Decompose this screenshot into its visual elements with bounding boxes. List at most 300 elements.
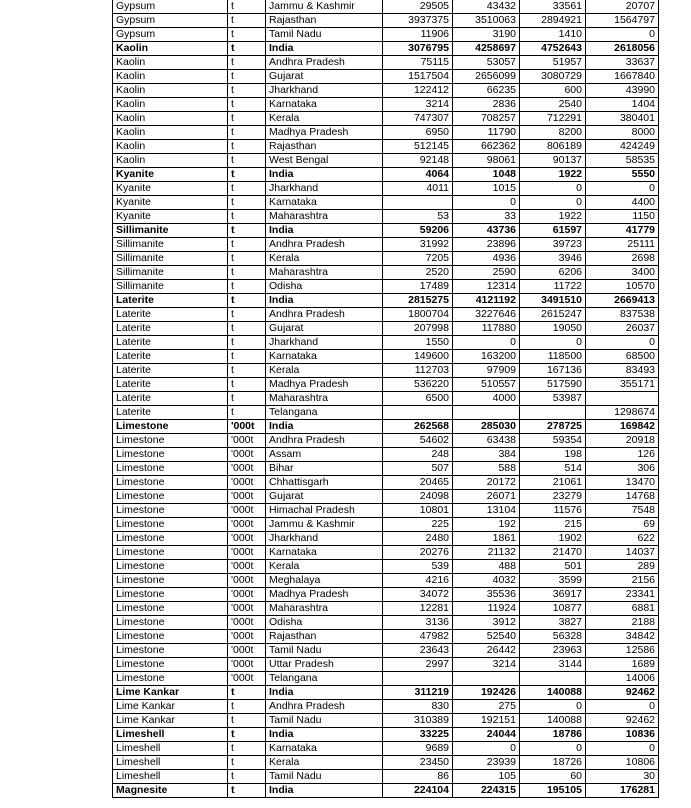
unit-cell: t (228, 714, 266, 728)
value-cell: 8200 (520, 126, 586, 140)
table-row (113, 224, 659, 238)
state-cell: Rajasthan (266, 140, 383, 154)
value-cell: 747307 (383, 112, 453, 126)
mineral-cell: Limestone (113, 490, 228, 504)
value-cell: 2836 (453, 98, 520, 112)
value-cell: 4121192 (453, 294, 520, 308)
table-row (113, 686, 659, 700)
table-row (113, 644, 659, 658)
mineral-cell: Laterite (113, 364, 228, 378)
value-cell: 83493 (586, 364, 659, 378)
value-cell: 4032 (453, 574, 520, 588)
unit-cell: t (228, 728, 266, 742)
value-cell: 19050 (520, 322, 586, 336)
table-row (113, 728, 659, 742)
value-cell: 140088 (520, 686, 586, 700)
value-cell: 536220 (383, 378, 453, 392)
value-cell: 3190 (453, 28, 520, 42)
value-cell: 1150 (586, 210, 659, 224)
value-cell: 3937375 (383, 14, 453, 28)
value-cell: 225 (383, 518, 453, 532)
value-cell: 21061 (520, 476, 586, 490)
mineral-cell: Limestone (113, 462, 228, 476)
unit-cell: t (228, 350, 266, 364)
value-cell: 56328 (520, 630, 586, 644)
value-cell: 0 (453, 742, 520, 756)
value-cell: 12586 (586, 644, 659, 658)
state-cell: Maharashtra (266, 266, 383, 280)
table-row (113, 742, 659, 756)
table-row (113, 252, 659, 266)
value-cell: 126 (586, 448, 659, 462)
mineral-cell: Laterite (113, 336, 228, 350)
unit-cell: t (228, 364, 266, 378)
unit-cell: t (228, 182, 266, 196)
state-cell: Maharashtra (266, 392, 383, 406)
value-cell: 198 (520, 448, 586, 462)
value-cell: 112703 (383, 364, 453, 378)
unit-cell: t (228, 168, 266, 182)
unit-cell: '000t (228, 504, 266, 518)
value-cell: 11790 (453, 126, 520, 140)
state-cell: Karnataka (266, 546, 383, 560)
value-cell: 98061 (453, 154, 520, 168)
unit-cell: t (228, 210, 266, 224)
value-cell: 105 (453, 770, 520, 784)
value-cell: 4752643 (520, 42, 586, 56)
value-cell: 176281 (586, 784, 659, 798)
value-cell: 23279 (520, 490, 586, 504)
value-cell: 2669413 (586, 294, 659, 308)
value-cell: 507 (383, 462, 453, 476)
value-cell: 21470 (520, 546, 586, 560)
state-cell: Assam (266, 448, 383, 462)
unit-cell: t (228, 742, 266, 756)
value-cell: 51957 (520, 56, 586, 70)
value-cell: 285030 (453, 420, 520, 434)
state-cell: Jharkhand (266, 182, 383, 196)
table-row (113, 770, 659, 784)
table-row (113, 70, 659, 84)
value-cell: 53057 (453, 56, 520, 70)
value-cell: 0 (453, 196, 520, 210)
table-row (113, 574, 659, 588)
value-cell: 4011 (383, 182, 453, 196)
mineral-cell: Limestone (113, 574, 228, 588)
mineral-cell: Limestone (113, 532, 228, 546)
value-cell: 33637 (586, 56, 659, 70)
state-cell: Tamil Nadu (266, 644, 383, 658)
value-cell: 6206 (520, 266, 586, 280)
unit-cell: t (228, 392, 266, 406)
unit-cell: '000t (228, 546, 266, 560)
state-cell: Maharashtra (266, 210, 383, 224)
value-cell: 86 (383, 770, 453, 784)
value-cell: 384 (453, 448, 520, 462)
value-cell: 122412 (383, 84, 453, 98)
value-cell: 837538 (586, 308, 659, 322)
unit-cell: t (228, 322, 266, 336)
state-cell: Telangana (266, 406, 383, 420)
mineral-cell: Gypsum (113, 0, 228, 14)
value-cell: 4936 (453, 252, 520, 266)
value-cell: 36917 (520, 588, 586, 602)
unit-cell: t (228, 14, 266, 28)
value-cell: 3400 (586, 266, 659, 280)
state-cell: India (266, 686, 383, 700)
value-cell: 169842 (586, 420, 659, 434)
unit-cell: '000t (228, 448, 266, 462)
value-cell: 29505 (383, 0, 453, 14)
unit-cell: t (228, 154, 266, 168)
table-row (113, 560, 659, 574)
table-row (113, 140, 659, 154)
mineral-cell: Limestone (113, 602, 228, 616)
mineral-cell: Kyanite (113, 168, 228, 182)
table-row (113, 280, 659, 294)
value-cell: 61597 (520, 224, 586, 238)
mineral-cell: Kyanite (113, 196, 228, 210)
state-cell: Maharashtra (266, 602, 383, 616)
mineral-cell: Limestone (113, 546, 228, 560)
value-cell: 117880 (453, 322, 520, 336)
value-cell: 224104 (383, 784, 453, 798)
value-cell: 3214 (453, 658, 520, 672)
mineral-cell: Lime Kankar (113, 700, 228, 714)
table-row (113, 672, 659, 686)
table-row (113, 532, 659, 546)
value-cell: 195105 (520, 784, 586, 798)
value-cell: 92148 (383, 154, 453, 168)
unit-cell: t (228, 378, 266, 392)
mineral-cell: Kaolin (113, 70, 228, 84)
state-cell: Odisha (266, 616, 383, 630)
table-row (113, 756, 659, 770)
state-cell: Odisha (266, 280, 383, 294)
value-cell: 7548 (586, 504, 659, 518)
value-cell: 0 (520, 182, 586, 196)
value-cell: 806189 (520, 140, 586, 154)
value-cell: 0 (586, 182, 659, 196)
value-cell: 4258697 (453, 42, 520, 56)
table-row (113, 504, 659, 518)
value-cell: 588 (453, 462, 520, 476)
value-cell: 31992 (383, 238, 453, 252)
value-cell: 58535 (586, 154, 659, 168)
value-cell: 2590 (453, 266, 520, 280)
value-cell: 2656099 (453, 70, 520, 84)
table-row (113, 378, 659, 392)
value-cell: 14006 (586, 672, 659, 686)
unit-cell: t (228, 112, 266, 126)
unit-cell: '000t (228, 630, 266, 644)
state-cell: Meghalaya (266, 574, 383, 588)
value-cell: 7205 (383, 252, 453, 266)
table-row (113, 476, 659, 490)
value-cell: 24098 (383, 490, 453, 504)
value-cell: 192426 (453, 686, 520, 700)
value-cell (383, 406, 453, 420)
table-row (113, 196, 659, 210)
value-cell: 20707 (586, 0, 659, 14)
value-cell: 622 (586, 532, 659, 546)
value-cell: 3491510 (520, 294, 586, 308)
mineral-cell: Laterite (113, 378, 228, 392)
state-cell: Andhra Pradesh (266, 308, 383, 322)
table-row (113, 364, 659, 378)
unit-cell: '000t (228, 434, 266, 448)
value-cell (383, 196, 453, 210)
value-cell (520, 672, 586, 686)
table-row (113, 266, 659, 280)
value-cell: 510557 (453, 378, 520, 392)
value-cell: 207998 (383, 322, 453, 336)
value-cell: 2997 (383, 658, 453, 672)
table-row (113, 42, 659, 56)
value-cell: 275 (453, 700, 520, 714)
value-cell: 0 (586, 742, 659, 756)
value-cell: 1015 (453, 182, 520, 196)
value-cell: 3227646 (453, 308, 520, 322)
value-cell: 289 (586, 560, 659, 574)
value-cell: 20276 (383, 546, 453, 560)
value-cell: 23939 (453, 756, 520, 770)
state-cell: Jammu & Kashmir (266, 518, 383, 532)
table-row (113, 56, 659, 70)
mineral-cell: Limestone (113, 448, 228, 462)
mineral-cell: Magnesite (113, 784, 228, 798)
mineral-cell: Limestone (113, 504, 228, 518)
value-cell: 23450 (383, 756, 453, 770)
table-row (113, 336, 659, 350)
value-cell: 17489 (383, 280, 453, 294)
value-cell: 20918 (586, 434, 659, 448)
state-cell: Tamil Nadu (266, 28, 383, 42)
value-cell: 92462 (586, 714, 659, 728)
value-cell: 3080729 (520, 70, 586, 84)
value-cell: 1922 (520, 168, 586, 182)
unit-cell: '000t (228, 490, 266, 504)
table-row (113, 168, 659, 182)
table-row (113, 210, 659, 224)
value-cell: 30 (586, 770, 659, 784)
value-cell (453, 406, 520, 420)
value-cell (520, 406, 586, 420)
value-cell: 20465 (383, 476, 453, 490)
value-cell: 514 (520, 462, 586, 476)
unit-cell: '000t (228, 658, 266, 672)
value-cell: 43432 (453, 0, 520, 14)
value-cell: 1902 (520, 532, 586, 546)
value-cell: 1564797 (586, 14, 659, 28)
unit-cell: t (228, 28, 266, 42)
value-cell: 355171 (586, 378, 659, 392)
table-row (113, 322, 659, 336)
value-cell: 10877 (520, 602, 586, 616)
mineral-cell: Limestone (113, 616, 228, 630)
value-cell: 13104 (453, 504, 520, 518)
value-cell: 248 (383, 448, 453, 462)
value-cell: 708257 (453, 112, 520, 126)
value-cell: 1517504 (383, 70, 453, 84)
state-cell: India (266, 168, 383, 182)
mineral-cell: Laterite (113, 294, 228, 308)
value-cell: 25111 (586, 238, 659, 252)
mineral-cell: Kyanite (113, 210, 228, 224)
state-cell: Bihar (266, 462, 383, 476)
value-cell: 39723 (520, 238, 586, 252)
table-row (113, 84, 659, 98)
mineral-cell: Kyanite (113, 182, 228, 196)
state-cell: Rajasthan (266, 630, 383, 644)
value-cell: 262568 (383, 420, 453, 434)
unit-cell: t (228, 784, 266, 798)
value-cell: 2156 (586, 574, 659, 588)
value-cell: 278725 (520, 420, 586, 434)
unit-cell: t (228, 756, 266, 770)
value-cell: 43736 (453, 224, 520, 238)
value-cell: 4064 (383, 168, 453, 182)
state-cell: Chhattisgarh (266, 476, 383, 490)
state-cell: Andhra Pradesh (266, 56, 383, 70)
table-body (113, 0, 659, 798)
value-cell: 59354 (520, 434, 586, 448)
value-cell: 26071 (453, 490, 520, 504)
value-cell: 10806 (586, 756, 659, 770)
table-row (113, 658, 659, 672)
unit-cell: t (228, 238, 266, 252)
value-cell: 2520 (383, 266, 453, 280)
unit-cell: t (228, 42, 266, 56)
mineral-cell: Kaolin (113, 154, 228, 168)
value-cell: 3136 (383, 616, 453, 630)
value-cell: 3076795 (383, 42, 453, 56)
table-row (113, 602, 659, 616)
value-cell: 0 (520, 336, 586, 350)
table-row (113, 294, 659, 308)
table-row (113, 434, 659, 448)
value-cell: 2480 (383, 532, 453, 546)
value-cell: 63438 (453, 434, 520, 448)
mineral-cell: Kaolin (113, 140, 228, 154)
unit-cell: t (228, 294, 266, 308)
state-cell: Gujarat (266, 70, 383, 84)
value-cell: 215 (520, 518, 586, 532)
unit-cell: t (228, 196, 266, 210)
value-cell: 4000 (453, 392, 520, 406)
value-cell: 2540 (520, 98, 586, 112)
state-cell: Karnataka (266, 196, 383, 210)
mineral-cell: Limeshell (113, 756, 228, 770)
value-cell: 33225 (383, 728, 453, 742)
unit-cell: '000t (228, 518, 266, 532)
mineral-production-table (112, 0, 659, 798)
value-cell: 140088 (520, 714, 586, 728)
value-cell: 830 (383, 700, 453, 714)
value-cell: 41779 (586, 224, 659, 238)
value-cell: 0 (520, 700, 586, 714)
value-cell: 59206 (383, 224, 453, 238)
state-cell: Tamil Nadu (266, 714, 383, 728)
state-cell: Kerala (266, 252, 383, 266)
value-cell: 488 (453, 560, 520, 574)
value-cell: 34072 (383, 588, 453, 602)
mineral-cell: Sillimanite (113, 280, 228, 294)
state-cell: Kerala (266, 364, 383, 378)
unit-cell: '000t (228, 476, 266, 490)
mineral-cell: Limestone (113, 420, 228, 434)
mineral-cell: Limestone (113, 434, 228, 448)
unit-cell: t (228, 84, 266, 98)
value-cell: 23896 (453, 238, 520, 252)
value-cell: 10570 (586, 280, 659, 294)
table-row (113, 630, 659, 644)
table-row (113, 308, 659, 322)
mineral-cell: Limeshell (113, 770, 228, 784)
value-cell: 18726 (520, 756, 586, 770)
mineral-cell: Sillimanite (113, 238, 228, 252)
table-row (113, 14, 659, 28)
unit-cell: '000t (228, 672, 266, 686)
value-cell: 11722 (520, 280, 586, 294)
value-cell: 52540 (453, 630, 520, 644)
state-cell: India (266, 224, 383, 238)
value-cell: 12281 (383, 602, 453, 616)
state-cell: Uttar Pradesh (266, 658, 383, 672)
value-cell: 0 (586, 336, 659, 350)
value-cell: 1667840 (586, 70, 659, 84)
value-cell: 14037 (586, 546, 659, 560)
value-cell: 306 (586, 462, 659, 476)
value-cell: 2698 (586, 252, 659, 266)
value-cell: 0 (453, 336, 520, 350)
value-cell: 712291 (520, 112, 586, 126)
table-row (113, 448, 659, 462)
value-cell: 75115 (383, 56, 453, 70)
unit-cell: '000t (228, 644, 266, 658)
mineral-cell: Kaolin (113, 112, 228, 126)
table-row (113, 490, 659, 504)
value-cell: 69 (586, 518, 659, 532)
mineral-cell: Laterite (113, 322, 228, 336)
value-cell: 424249 (586, 140, 659, 154)
state-cell: Madhya Pradesh (266, 378, 383, 392)
table-row (113, 98, 659, 112)
value-cell: 380401 (586, 112, 659, 126)
value-cell: 3144 (520, 658, 586, 672)
state-cell: Kerala (266, 560, 383, 574)
value-cell: 1048 (453, 168, 520, 182)
unit-cell: '000t (228, 532, 266, 546)
unit-cell: t (228, 224, 266, 238)
value-cell: 13470 (586, 476, 659, 490)
value-cell: 10836 (586, 728, 659, 742)
value-cell: 4400 (586, 196, 659, 210)
value-cell: 92462 (586, 686, 659, 700)
unit-cell: t (228, 98, 266, 112)
mineral-cell: Limestone (113, 560, 228, 574)
mineral-cell: Kaolin (113, 84, 228, 98)
value-cell: 23643 (383, 644, 453, 658)
value-cell: 20172 (453, 476, 520, 490)
value-cell: 21132 (453, 546, 520, 560)
value-cell: 1800704 (383, 308, 453, 322)
value-cell: 3827 (520, 616, 586, 630)
mineral-cell: Limestone (113, 630, 228, 644)
value-cell: 8000 (586, 126, 659, 140)
value-cell: 66235 (453, 84, 520, 98)
mineral-cell: Limeshell (113, 728, 228, 742)
